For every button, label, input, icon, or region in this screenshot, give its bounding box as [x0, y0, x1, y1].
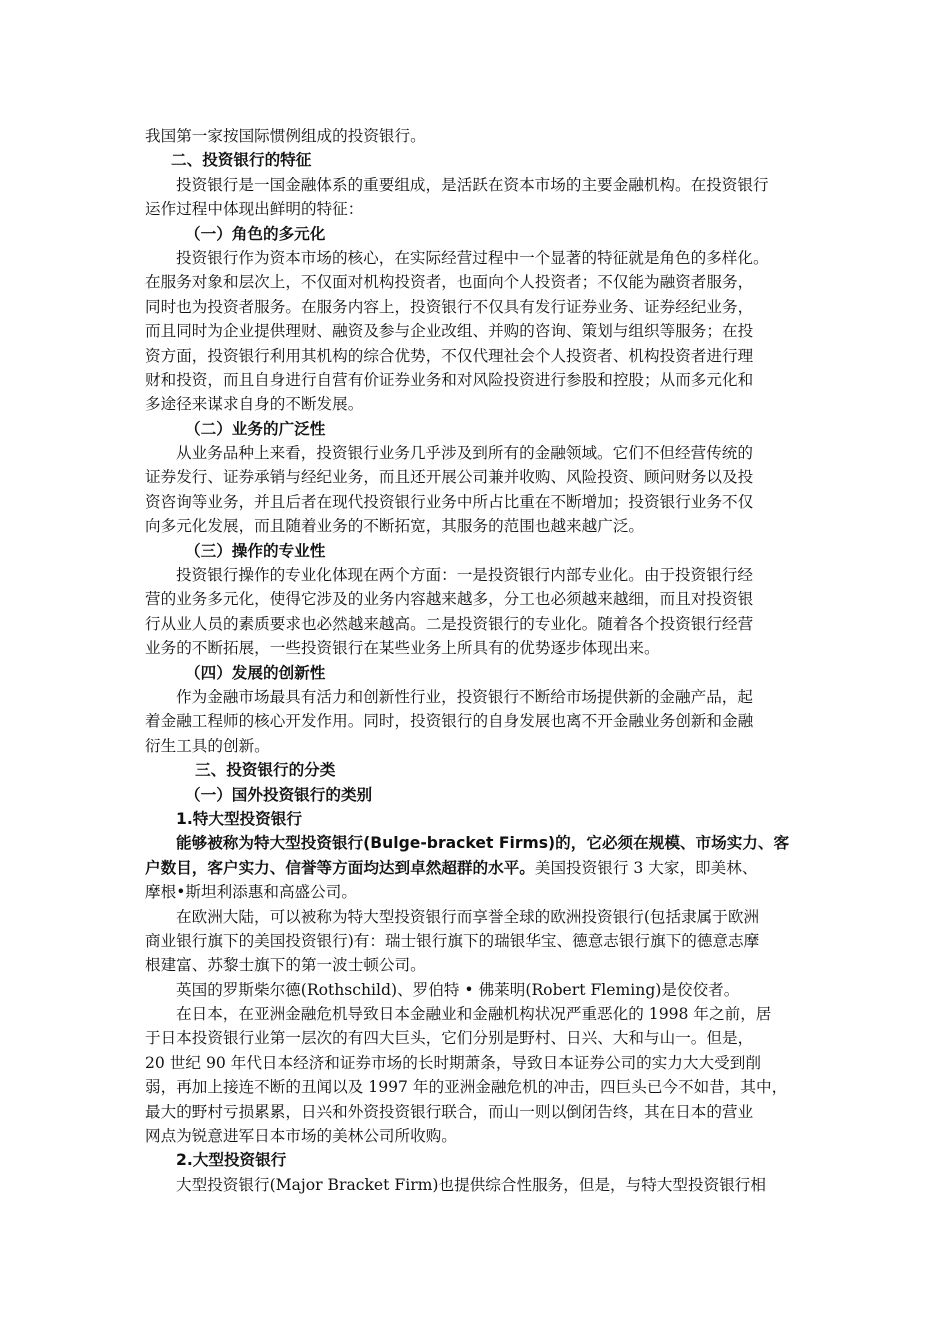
paragraph-line: 根建富、苏黎士旗下的第一波士顿公司。	[145, 956, 426, 975]
paragraph-line: 我国第一家按国际惯例组成的投资银行。	[145, 127, 426, 145]
paragraph-line: 运作过程中体现出鲜明的特征：	[145, 200, 364, 219]
subsection-heading: （一）角色的多元化	[185, 224, 326, 243]
paragraph-line: 营的业务多元化，使得它涉及的业务内容越来越多，分工也必须越来越细，而且对投资银	[145, 590, 754, 609]
paragraph-line: 衍生工具的创新。	[145, 736, 270, 755]
paragraph-line: 作为金融市场最具有活力和创新性行业，投资银行不断给市场提供新的金融产品，起	[176, 687, 753, 706]
bold-text: 户数目，客户实力、信誉等方面均达到卓然超群的水平。	[145, 858, 535, 877]
paragraph-line: 在欧洲大陆，可以被称为特大型投资银行而享誉全球的欧洲投资银行(包括隶属于欧洲	[176, 907, 760, 926]
paragraph-line: 资咨询等业务，并且后者在现代投资银行业务中所占比重在不断增加；投资银行业务不仅	[145, 492, 754, 511]
paragraph-line: 证券发行、证券承销与经纪业务，而且还开展公司兼并收购、风险投资、顾问财务以及投	[145, 468, 754, 487]
subsection-heading: （二）业务的广泛性	[185, 419, 326, 438]
paragraph-line: 资方面，投资银行利用其机构的综合优势，不仅代理社会个人投资者、机构投资者进行理	[145, 346, 754, 365]
paragraph-line	[145, 856, 813, 880]
section-heading: 二、投资银行的特征	[171, 151, 312, 170]
paragraph-line: 20 世纪 90 年代日本经济和证券市场的长时期萧条，导致日本证券公司的实力大大受到削	[145, 1053, 761, 1072]
numbered-heading: 1.特大型投资银行	[176, 809, 302, 828]
paragraph-line: 大型投资银行(Major Bracket Firm)也提供综合性服务，但是，与特大型投资银行相	[176, 1175, 766, 1194]
paragraph-line: 在日本，在亚洲金融危机导致日本金融业和金融机构状况严重恶化的 1998 年之前，居	[176, 1005, 772, 1024]
paragraph-line: 商业银行旗下的美国投资银行)有：瑞士银行旗下的瑞银华宝、德意志银行旗下的德意志摩	[145, 931, 760, 950]
section-heading: 三、投资银行的分类	[195, 761, 336, 780]
paragraph-line: 投资银行操作的专业化体现在两个方面：一是投资银行内部专业化。由于投资银行经	[176, 566, 753, 585]
paragraph-line: 弱，再加上接连不断的丑闻以及 1997 年的亚洲金融危机的冲击，四巨头已今不如昔，其中，	[145, 1078, 788, 1097]
subsection-heading: （一）国外投资银行的类别	[185, 785, 373, 804]
paragraph-line: 摩根•斯坦利添惠和高盛公司。	[145, 883, 357, 902]
paragraph-line: 英国的罗斯柴尔德(Rothschild)、罗伯特 • 佛莱明(Robert Fleming)是佼佼者。	[176, 980, 740, 999]
paragraph-line: 而且同时为企业提供理财、融资及参与企业改组、并购的咨询、策划与组织等服务；在投	[145, 322, 754, 341]
paragraph-line: 多途径来谋求自身的不断发展。	[145, 395, 364, 414]
paragraph-line: 向多元化发展，而且随着业务的不断拓宽，其服务的范围也越来越广泛。	[145, 517, 645, 536]
document-body	[145, 124, 813, 1197]
paragraph-line: 财和投资，而且自身进行自营有价证券业务和对风险投资进行参股和控股；从而多元化和	[145, 370, 754, 389]
paragraph-line: 着金融工程师的核心开发作用。同时，投资银行的自身发展也离不开金融业务创新和金融	[145, 712, 754, 731]
subsection-heading: （四）发展的创新性	[185, 663, 326, 682]
paragraph-line: 从业务品种上来看，投资银行业务几乎涉及到所有的金融领域。它们不但经营传统的	[176, 444, 753, 463]
paragraph-line: 最大的野村亏损累累，日兴和外资投资银行联合，而山一则以倒闭告终，其在日本的营业	[145, 1102, 754, 1121]
numbered-heading: 2.大型投资银行	[176, 1151, 287, 1170]
subsection-heading: （三）操作的专业性	[185, 541, 326, 560]
paragraph-line: 投资银行是一国金融体系的重要组成，是活跃在资本市场的主要金融机构。在投资银行	[176, 175, 769, 194]
paragraph-line: 同时也为投资者服务。在服务内容上，投资银行不仅具有发行证券业务、证券经纪业务，	[145, 297, 754, 316]
paragraph-line: 业务的不断拓展，一些投资银行在某些业务上所具有的优势逐步体现出来。	[145, 639, 660, 658]
plain-text: 美国投资银行 3 大家，即美林、	[534, 858, 758, 877]
bold-paragraph-line: 能够被称为特大型投资银行(Bulge-bracket Firms)的，它必须在规模、市场实力、客	[176, 834, 790, 853]
paragraph-line: 网点为锐意进军日本市场的美林公司所收购。	[145, 1127, 457, 1146]
paragraph-line: 投资银行作为资本市场的核心，在实际经营过程中一个显著的特征就是角色的多样化。	[176, 248, 769, 267]
paragraph-line: 在服务对象和层次上，不仅面对机构投资者，也面向个人投资者；不仅能为融资者服务，	[145, 273, 754, 292]
paragraph-line: 行从业人员的素质要求也必然越来越高。二是投资银行的专业化。随着各个投资银行经营	[145, 614, 754, 633]
paragraph-line: 于日本投资银行业第一层次的有四大巨头，它们分别是野村、日兴、大和与山一。但是，	[145, 1029, 754, 1048]
